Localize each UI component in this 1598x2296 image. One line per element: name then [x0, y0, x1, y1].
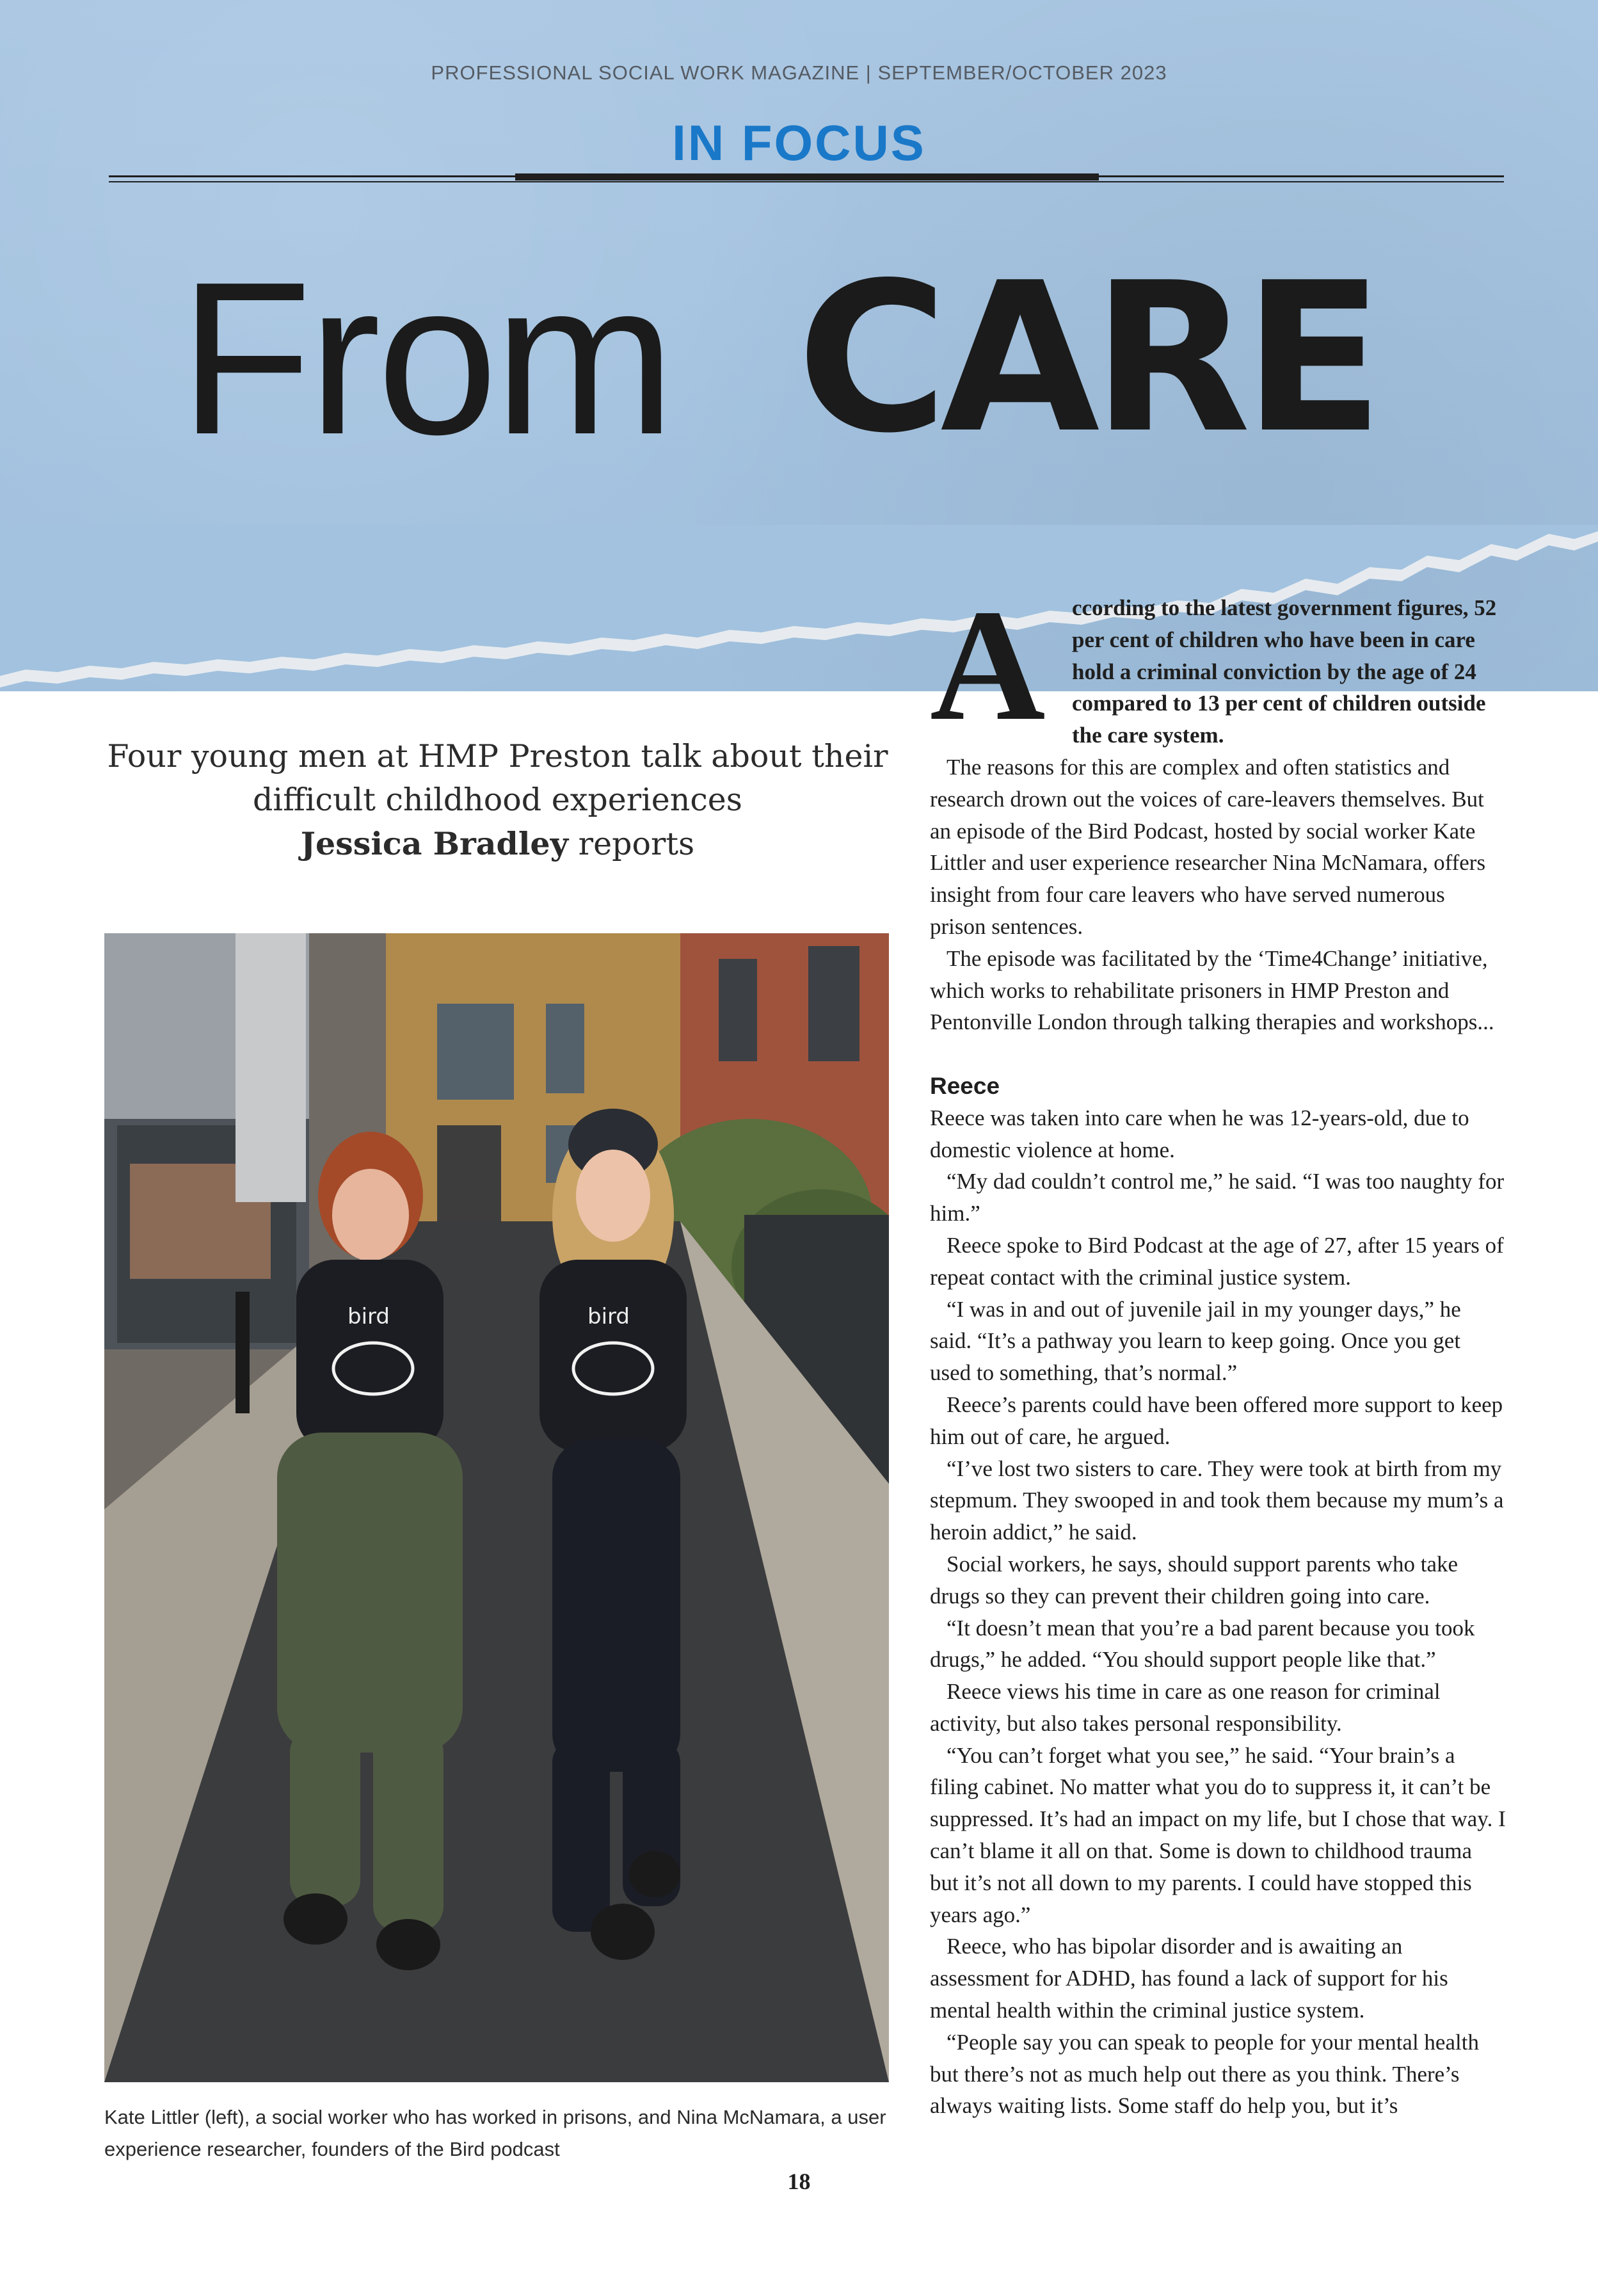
body-paragraph: “My dad couldn’t control me,” he said. “I was too naughty for him.”: [930, 1169, 1505, 1226]
article-photo: [104, 933, 889, 2082]
body-paragraph: “You can’t forget what you see,” he said. “Your brain’s a filing cabinet. No matter what you do to suppress it, it can’t be suppressed. It’s had an impact on my life, but I chose that way. I can’t blame it all on that. Some is down to childhood trauma but it’s not all down to my parents. I could have stopped this years ago.”: [930, 1742, 1506, 1927]
standfirst-line: difficult childhood experiences: [253, 782, 742, 818]
shirt-text-right: bird: [587, 1304, 630, 1329]
headline-light: From: [179, 237, 672, 480]
body-paragraph: Reece views his time in care as one reason for criminal activity, but also takes personal responsibility.: [930, 1679, 1441, 1736]
headline-bold: CARE: [797, 238, 1377, 478]
section-subheading: Reece: [930, 1072, 1000, 1099]
byline-suffix: reports: [568, 826, 695, 862]
author-name: Jessica Bradley: [300, 825, 569, 862]
body-paragraph: Reece’s parents could have been offered more support to keep him out of care, he argued.: [930, 1392, 1503, 1449]
body-paragraph: Reece, who has bipolar disorder and is awaiting an assessment for ADHD, has found a lack of support for his mental health within the criminal justice system.: [930, 1934, 1448, 2023]
body-paragraph: “I’ve lost two sisters to care. They were took at birth from my stepmum. They swooped in and took them because my mum’s a heroin addict,” he said.: [930, 1456, 1504, 1545]
article-body: [930, 577, 1506, 2122]
header-rule-lower: [109, 181, 1504, 182]
drop-cap: A: [930, 577, 1046, 754]
body-paragraph: The reasons for this are complex and often statistics and research drown out the voices of care-leavers themselves. But an episode of the Bird Podcast, hosted by social worker Kate Littler and user experience researcher Nina McNamara, offers insight from four care leavers who have served numerous prison sentences.: [930, 754, 1486, 939]
body-paragraph: Reece spoke to Bird Podcast at the age of 27, after 15 years of repeat contact with the criminal justice system.: [930, 1232, 1504, 1290]
header-rule-accent: [515, 173, 1099, 181]
body-paragraph: Reece was taken into care when he was 12-years-old, due to domestic violence at home.: [930, 1105, 1469, 1162]
body-paragraph: “I was in and out of juvenile jail in my younger days,” he said. “It’s a pathway you learn to keep going. Once you get used to something, that’s normal.”: [930, 1296, 1461, 1386]
page-number: 18: [787, 2169, 811, 2194]
body-paragraph: “It doesn’t mean that you’re a bad parent because you took drugs,” he added. “You should support people like that.”: [930, 1615, 1475, 1673]
byline: [106, 822, 890, 866]
section-label: IN FOCUS: [672, 115, 926, 171]
magazine-issue-line: PROFESSIONAL SOCIAL WORK MAGAZINE | SEPTEMBER/OCTOBER 2023: [431, 61, 1167, 84]
standfirst-line: Four young men at HMP Preston talk about their: [107, 738, 888, 775]
shirt-text-left: bird: [348, 1304, 390, 1329]
photo-caption: Kate Littler (left), a social worker who has worked in prisons, and Nina McNamara, a user experience researcher, founders of the Bird podcast: [104, 2106, 886, 2160]
lead-paragraph: ccording to the latest government figures, 52 per cent of children who have been in care hold a criminal conviction by the age of 24 compared to 13 per cent of children outside the care system.: [1072, 595, 1497, 748]
body-paragraph: “People say you can speak to people for your mental health but there’s not as much help out there as you think. There’s always waiting lists. Some staff do help you, but it’s: [930, 2029, 1479, 2119]
body-paragraph: Social workers, he says, should support parents who take drugs so they can prevent their children going into care.: [930, 1551, 1458, 1609]
standfirst: [106, 735, 890, 866]
body-paragraph: The episode was facilitated by the ‘Time4Change’ initiative, which works to rehabilitate prisoners in HMP Preston and Pentonville London through talking therapies and workshops...: [930, 945, 1494, 1035]
